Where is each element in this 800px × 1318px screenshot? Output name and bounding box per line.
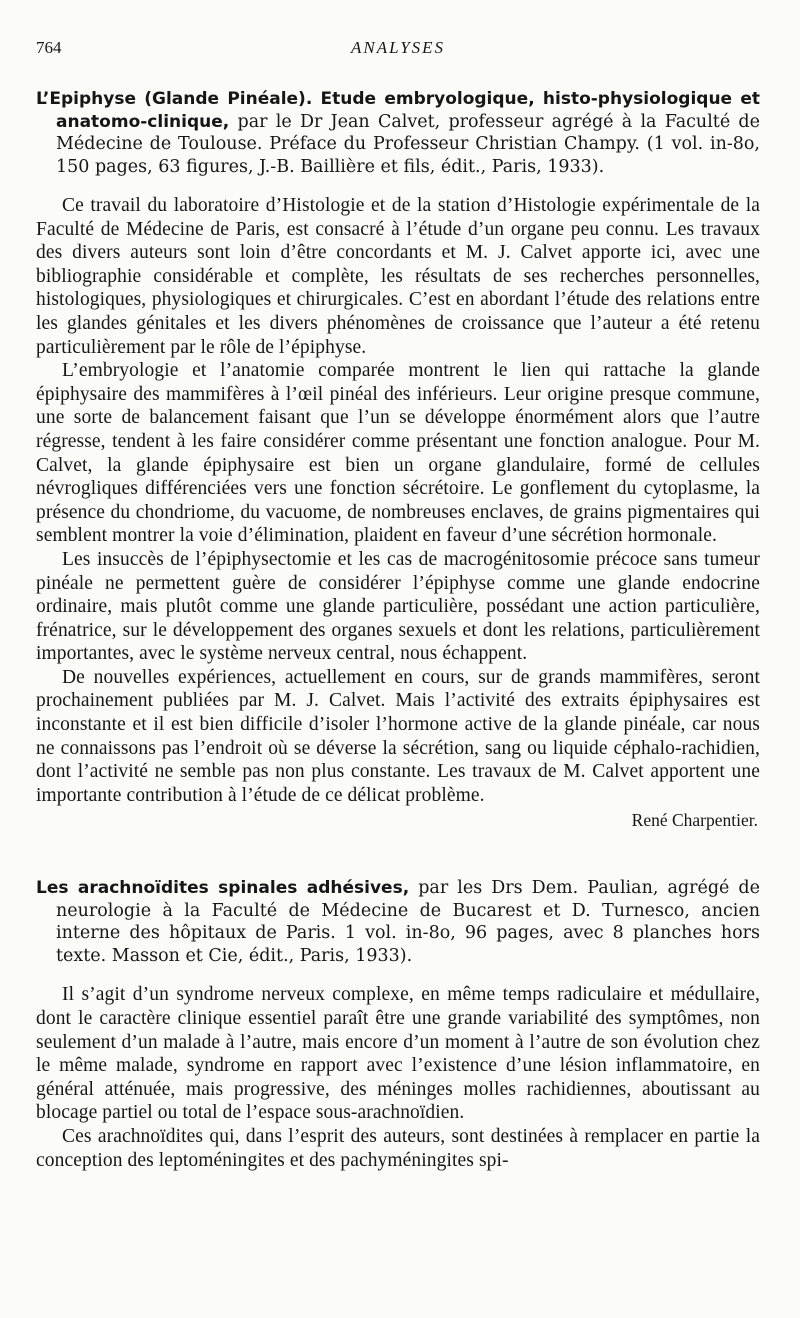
- review-paragraph: Ce travail du laboratoire d’Histologie et de la station d’Histologie expérimentale de la Faculté de Médecine de Paris, est consacré à l’étude d’un organe peu connu. Les travaux des divers auteurs sont loin d’être concordants et M. J. Calvet apporte ici, avec une bibliographie considérable et complète, les résultats de ses recherches personnelles, histologiques, physiologiques et chirurgicales. C’est en abordant l’étude des relations entre les glandes génitales et les divers phénomènes de croissance que l’auteur a été retenu particulièrement par le rôle de l’épiphyse.: [36, 195, 760, 358]
- review-epiphyse: [36, 88, 760, 831]
- reviewer-signature: René Charpentier.: [631, 810, 758, 831]
- review-bibliographic-header: [36, 88, 760, 178]
- book-details: par les Drs Dem. Paulian, agrégé de neurologie à la Faculté de Médecine de Bucarest et D. Turnesco, ancien interne des hôpitaux de Paris. 1 vol. in-8o, 96 pages, avec 8 planches hors texte. Masson et Cie, édit., Paris, 1933).: [56, 878, 760, 966]
- review-paragraph: L’embryologie et l’anatomie comparée montrent le lien qui rattache la glande épiphysaire des mammifères à l’œil pinéal des inférieurs. Leur origine presque commune, une sorte de balancement faisant que l’un se développe énormément alors que l’autre régresse, tendent à les faire considérer comme présentant une fonction analogue. Pour M. Calvet, la glande épiphysaire est bien un organe glandulaire, formé de cellules névrogliques différenciées vers une fonction sécrétoire. Le gonflement du cytoplasme, la présence du chondriome, du vacuome, de nombreuses enclaves, de grains pigmentaires qui semblent montrer la voie d’élimination, plaident en faveur d’une sécrétion hormonale.: [36, 360, 760, 547]
- review-body: [36, 983, 760, 1172]
- book-details: par le Dr Jean Calvet, professeur agrégé à la Faculté de Médecine de Toulouse. Préface du Professeur Christian Champy. (1 vol. in-8o, 150 pages, 63 figures, J.-B. Baillière et fils, édit., Paris, 1933).: [56, 111, 760, 177]
- review-arachnoidites: [36, 877, 760, 1172]
- review-paragraph: Ces arachnoïdites qui, dans l’esprit des auteurs, sont destinées à remplacer en partie la conception des leptoméningites et des pachyméningites spi-: [36, 1126, 760, 1171]
- page-number: 764: [36, 38, 62, 57]
- review-body: [36, 194, 760, 807]
- book-title: L’Epiphyse (Glande Pinéale). Etude embryologique, histo-physiologique et anatomo-clinique,: [36, 89, 760, 132]
- review-paragraph: Il s’agit d’un syndrome nerveux complexe, en même temps radiculaire et médullaire, dont le caractère clinique essentiel paraît être une grande variabilité des symptômes, non seulement d’un malade à l’autre, mais encore d’un moment à l’autre de son évolution chez le même malade, syndrome en rapport avec l’existence d’une lésion inflammatoire, en général atténuée, mais progressive, des méninges molles rachidiennes, aboutissant au blocage partiel ou total de l’espace sous-arachnoïdien.: [36, 984, 760, 1124]
- book-title: Les arachnoïdites spinales adhésives,: [36, 878, 410, 899]
- section-title: ANALYSES: [350, 38, 446, 57]
- review-paragraph: Les insuccès de l’épiphysectomie et les cas de macrogénitosomie précoce sans tumeur pinéale ne permettent guère de considérer l’épiphyse comme une glande endocrine ordinaire, mais plutôt comme une glande particulière, possédant une action particulière, frénatrice, sur le développement des organes sexuels et dont les relations, particulièrement importantes, avec le système nerveux central, nous échappent.: [36, 548, 760, 665]
- review-paragraph: De nouvelles expériences, actuellement en cours, sur de grands mammifères, seront prochainement publiées par M. J. Calvet. Mais l’activité des extraits épiphysaires est inconstante et il est bien difficile d’isoler l’hormone active de la glande pinéale, car nous ne connaissons pas l’endroit où se déverse la sécrétion, sang ou liquide céphalo-rachidien, dont l’activité ne semble pas non plus constante. Les travaux de M. Calvet apportent une importante contribution à l’étude de ce délicat problème.: [36, 666, 760, 806]
- running-head: [36, 38, 760, 64]
- review-bibliographic-header: [36, 877, 760, 967]
